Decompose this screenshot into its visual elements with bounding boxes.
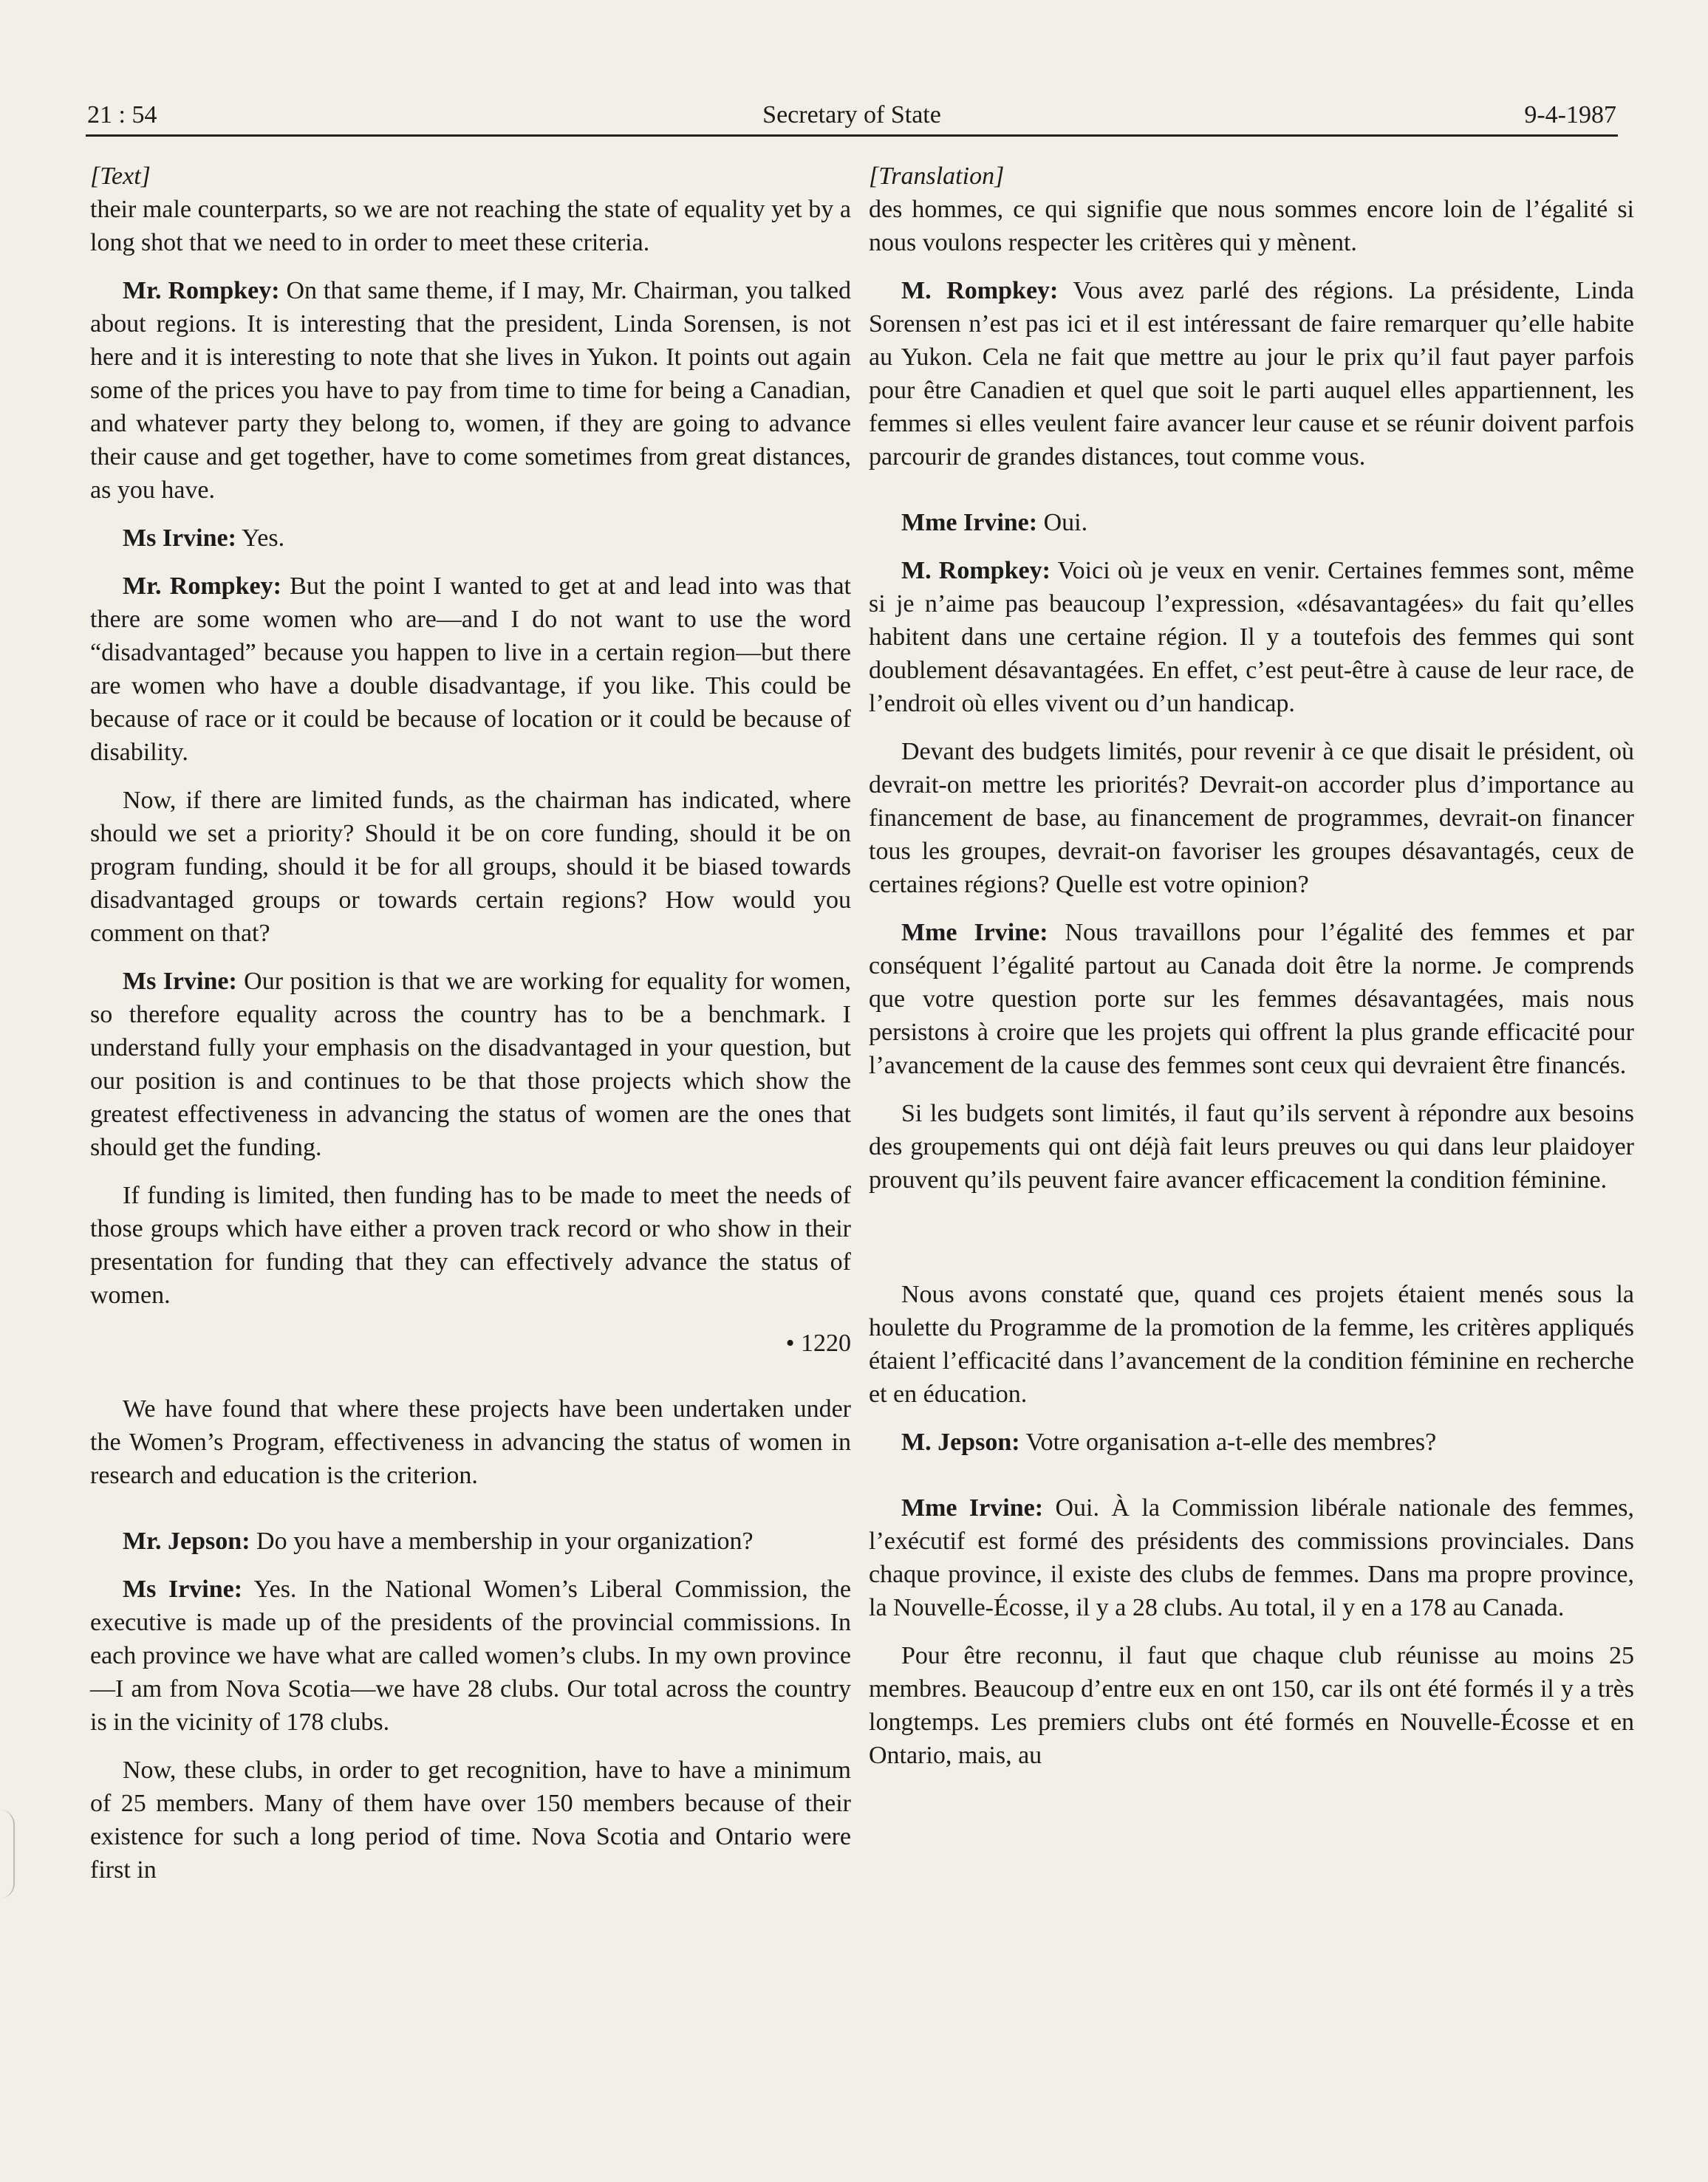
paragraph: their male counterparts, so we are not reaching the state of equality yet by a long shot that we need to in order to meet these criteria. <box>90 196 851 256</box>
paragraph <box>869 274 1634 473</box>
paragraph <box>869 916 1634 1082</box>
speech-text: Do you have a membership in your organization? <box>250 1528 754 1555</box>
paragraph <box>90 1525 851 1558</box>
french-column <box>869 160 1634 1772</box>
paragraph: If funding is limited, then funding has to be made to meet the needs of those groups which have either a proven track record or who show in their presentation for funding that they can effectively advance the status of women. <box>90 1182 851 1309</box>
speaker-name: Mme Irvine: <box>901 509 1038 536</box>
speaker-name: Mr. Rompkey: <box>123 572 281 600</box>
speech-text: Our position is that we are working for equality for women, so therefore equality across the country has to be a benchmark. I understand fully your emphasis on the disadvantaged in your question, but our position is and continues to be that those projects which show the greatest effectiveness in advancing the status of women are the ones that should get the funding. <box>90 968 851 1161</box>
paragraph <box>90 1573 851 1739</box>
column-label: [Translation] <box>869 163 1005 190</box>
column-label: [Text] <box>90 163 151 190</box>
page-number: 21 : 54 <box>87 101 157 129</box>
speech-text: Oui. À la Commission libérale nationale des femmes, l’exécutif est formé des présidents des commissions provinciales. Dans chaque province, il existe des clubs de femmes. Dans ma propre province, la Nouvelle-Écosse, il y a 28 clubs. Au total, il y en a 178 au Canada. <box>869 1494 1634 1621</box>
speaker-name: M. Rompkey: <box>901 277 1059 304</box>
paragraph <box>90 274 851 507</box>
time-marker: • 1220 <box>785 1330 851 1357</box>
speaker-name: Ms Irvine: <box>123 968 237 995</box>
paragraph: des hommes, ce qui signifie que nous sommes encore loin de l’égalité si nous voulons respecter les critères qui y mènent. <box>869 196 1634 256</box>
speech-text: Yes. In the National Women’s Liberal Commission, the executive is made up of the presidents of the provincial commissions. In each province we have what are called women’s clubs. In my own province—I am from Nova Scotia—we have 28 clubs. Our total across the country is in the vicinity of 178 clubs. <box>90 1576 851 1736</box>
speaker-name: Mr. Rompkey: <box>123 277 280 304</box>
paragraph <box>90 965 851 1164</box>
paragraph: Nous avons constaté que, quand ces projets étaient menés sous la houlette du Programme de la promotion de la femme, les critères appliqués étaient l’efficacité dans l’avancement de la condition féminine en recherche et en éducation. <box>869 1281 1634 1408</box>
header-rule <box>86 134 1618 137</box>
speech-text: Oui. <box>1037 509 1088 536</box>
speaker-name: Ms Irvine: <box>123 524 236 552</box>
page-date: 9-4-1987 <box>1524 101 1616 129</box>
speaker-name: M. Rompkey: <box>901 557 1051 584</box>
speech-text: Voici où je veux en venir. Certaines femmes sont, même si je n’aime pas beaucoup l’expression, «désavantagées» du fait qu’elles habitent dans une certaine région. Il y a toutefois des femmes qui sont doublement désavantagées. En effet, c’est peut-être à cause de leur race, de l’endroit où elles vivent ou d’un handicap. <box>869 557 1634 717</box>
english-column <box>90 160 851 1887</box>
speech-text: Nous travaillons pour l’égalité des femmes et par conséquent l’égalité partout au Canada doit être la norme. Je comprends que votre question porte sur les femmes désavantagées, mais nous persistons à croire que les projets qui offrent la plus grande efficacité pour l’avancement de la cause des femmes sont ceux qui devraient être financés. <box>869 919 1634 1079</box>
paragraph <box>90 521 851 555</box>
binding-shadow <box>0 1810 15 1898</box>
speaker-name: Mme Irvine: <box>901 919 1048 946</box>
page-header <box>87 95 1616 136</box>
paragraph <box>869 1491 1634 1624</box>
paragraph: Now, if there are limited funds, as the chairman has indicated, where should we set a priority? Should it be on core funding, should it be on program funding, should it be for all groups, should it be biased towards disadvantaged groups or towards certain regions? How would you comment on that? <box>90 787 851 947</box>
speaker-name: M. Jepson: <box>901 1429 1020 1456</box>
speaker-name: Mr. Jepson: <box>123 1528 250 1555</box>
speech-text: Votre organisation a-t-elle des membres? <box>1019 1429 1437 1456</box>
speech-text: Yes. <box>236 524 285 552</box>
paragraph <box>869 506 1634 539</box>
paragraph <box>90 570 851 769</box>
paragraph: Pour être reconnu, il faut que chaque club réunisse au moins 25 membres. Beaucoup d’entre eux en ont 150, car ils ont été formés il y a très longtemps. Les premiers clubs ont été formés en Nouvelle-Écosse et en Ontario, mais, au <box>869 1642 1634 1769</box>
paragraph <box>869 1426 1634 1459</box>
paragraph: We have found that where these projects have been undertaken under the Women’s Program, effectiveness in advancing the status of women in research and education is the criterion. <box>90 1395 851 1489</box>
paragraph <box>869 554 1634 720</box>
speech-text: But the point I wanted to get at and lead into was that there are some women who are—and I do not want to use the word “disadvantaged” because you happen to live in a certain region—but there are women who have a double disadvantage, if you like. This could be because of race or it could be because of location or it could be because of disability. <box>90 572 851 766</box>
speaker-name: Ms Irvine: <box>123 1576 243 1603</box>
speech-text: Vous avez parlé des régions. La présidente, Linda Sorensen n’est pas ici et il est intéressant de faire remarquer qu’elle habite au Yukon. Cela ne fait que mettre au jour le prix qu’il faut payer parfois pour être Canadien et quel que soit le parti auquel elles appartiennent, les femmes si elles veulent faire avancer leur cause et se réunir doivent parfois parcourir de grandes distances, tout comme vous. <box>869 277 1635 471</box>
speaker-name: Mme Irvine: <box>901 1494 1044 1522</box>
paragraph: Si les budgets sont limités, il faut qu’ils servent à répondre aux besoins des groupements qui ont déjà fait leurs preuves ou qui dans leur plaidoyer prouvent qu’ils peuvent faire avancer efficacement la condition féminine. <box>869 1100 1634 1194</box>
paragraph: Devant des budgets limités, pour revenir à ce que disait le président, où devrait-on mettre les priorités? Devrait-on accorder plus d’importance au financement de base, au financement de programmes, devrait-on financer tous les groupes, devrait-on favoriser les groupes désavantagés, ceux de certaines régions? Quelle est votre opinion? <box>869 738 1634 898</box>
speech-text: On that same theme, if I may, Mr. Chairman, you talked about regions. It is interesting that the president, Linda Sorensen, is not here and it is interesting to note that she lives in Yukon. It points out again some of the prices you have to pay from time to time for being a Canadian, and whatever party they belong to, women, if they are going to advance their cause and get together, have to come sometimes from great distances, as you have. <box>90 277 852 504</box>
paragraph: Now, these clubs, in order to get recognition, have to have a minimum of 25 members. Many of them have over 150 members because of their existence for such a long period of time. Nova Scotia and Ontario were first in <box>90 1757 851 1884</box>
page-title: Secretary of State <box>762 101 941 129</box>
